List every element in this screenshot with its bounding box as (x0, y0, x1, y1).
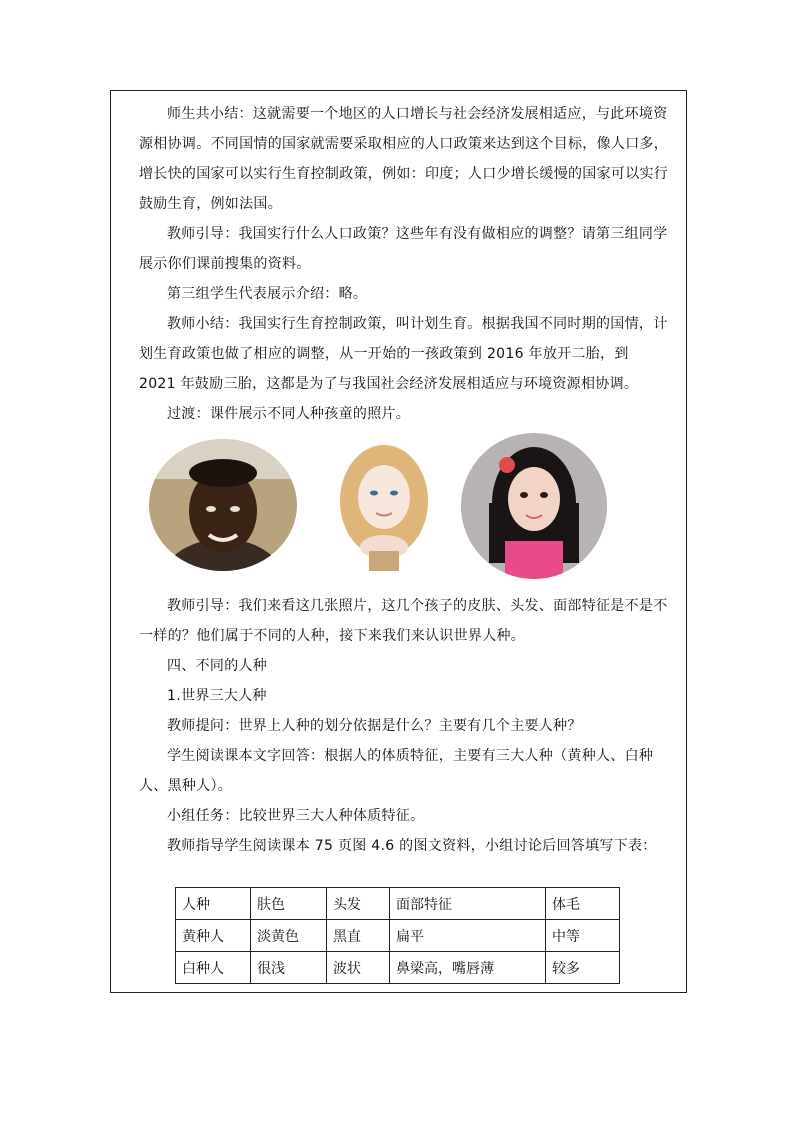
paragraph-teacher-question: 教师提问：世界上人种的划分依据是什么？主要有几个主要人种？ (167, 718, 582, 734)
table-row (176, 952, 620, 984)
paragraph-group-task: 小组任务：比较世界三大人种体质特征。 (167, 808, 425, 824)
table-cell: 扁平 (390, 920, 546, 952)
table-header-cell: 人种 (176, 888, 251, 920)
table-header-cell: 头发 (327, 888, 390, 920)
subsection-heading: 1.世界三大人种 (167, 688, 267, 704)
photo-asian-child (461, 433, 607, 579)
children-photos (139, 433, 669, 583)
lesson-frame (110, 90, 687, 993)
table-cell: 白种人 (176, 952, 251, 984)
table-header-cell: 面部特征 (390, 888, 546, 920)
paragraph-guide-policy: 教师引导：我国实行什么人口政策？这些年有没有做相应的调整？请第三组同学展示你们课前搜集的资料。 (139, 226, 668, 272)
paragraph-reading-guide: 教师指导学生阅读课本 75 页图 4.6 的图文资料，小组讨论后回答填写下表： (167, 838, 657, 854)
paragraph-student-answer: 学生阅读课本文字回答：根据人的体质特征，主要有三大人种（黄种人、白种人、黑种人）。 (139, 748, 654, 794)
race-comparison-table (175, 887, 620, 984)
table-cell: 很浅 (251, 952, 327, 984)
photo-white-child (319, 439, 449, 571)
paragraph-transition: 过渡：课件展示不同人种孩童的照片。 (167, 406, 411, 422)
table-header-cell: 体毛 (546, 888, 620, 920)
lesson-content (139, 99, 669, 861)
paragraph-summary: 师生共小结：这就需要一个地区的人口增长与社会经济发展相适应，与此环境资源相协调。不同国情的国家就需要采取相应的人口政策来达到这个目标，像人口多，增长快的国家可以实行生育控制政策，例如：印度；人口少增长缓慢的国家可以实行鼓励生育，例如法国。 (139, 106, 669, 212)
section-heading: 四、不同的人种 (167, 658, 268, 674)
table-cell: 较多 (546, 952, 620, 984)
table-cell: 淡黄色 (251, 920, 327, 952)
photo-african-child (149, 439, 297, 571)
table-header-cell: 肤色 (251, 888, 327, 920)
paragraph-group-three: 第三组学生代表展示介绍：略。 (167, 286, 368, 302)
table-row (176, 920, 620, 952)
table-cell: 黑直 (327, 920, 390, 952)
table-cell: 鼻梁高，嘴唇薄 (390, 952, 546, 984)
table-cell: 黄种人 (176, 920, 251, 952)
table-header-row (176, 888, 620, 920)
paragraph-teacher-summary: 教师小结：我国实行生育控制政策，叫计划生育。根据我国不同时期的国情，计划生育政策也做了相应的调整，从一开始的一孩政策到 2016 年放开二胎，到 2021 年鼓励三胎，这都是为了与我国社会经济发展相适应与环境资源相协调。 (139, 316, 668, 392)
table-cell: 中等 (546, 920, 620, 952)
paragraph-photo-guide: 教师引导：我们来看这几张照片，这几个孩子的皮肤、头发、面部特征是不是不一样的？他们属于不同的人种，接下来我们来认识世界人种。 (139, 598, 668, 644)
table-cell: 波状 (327, 952, 390, 984)
